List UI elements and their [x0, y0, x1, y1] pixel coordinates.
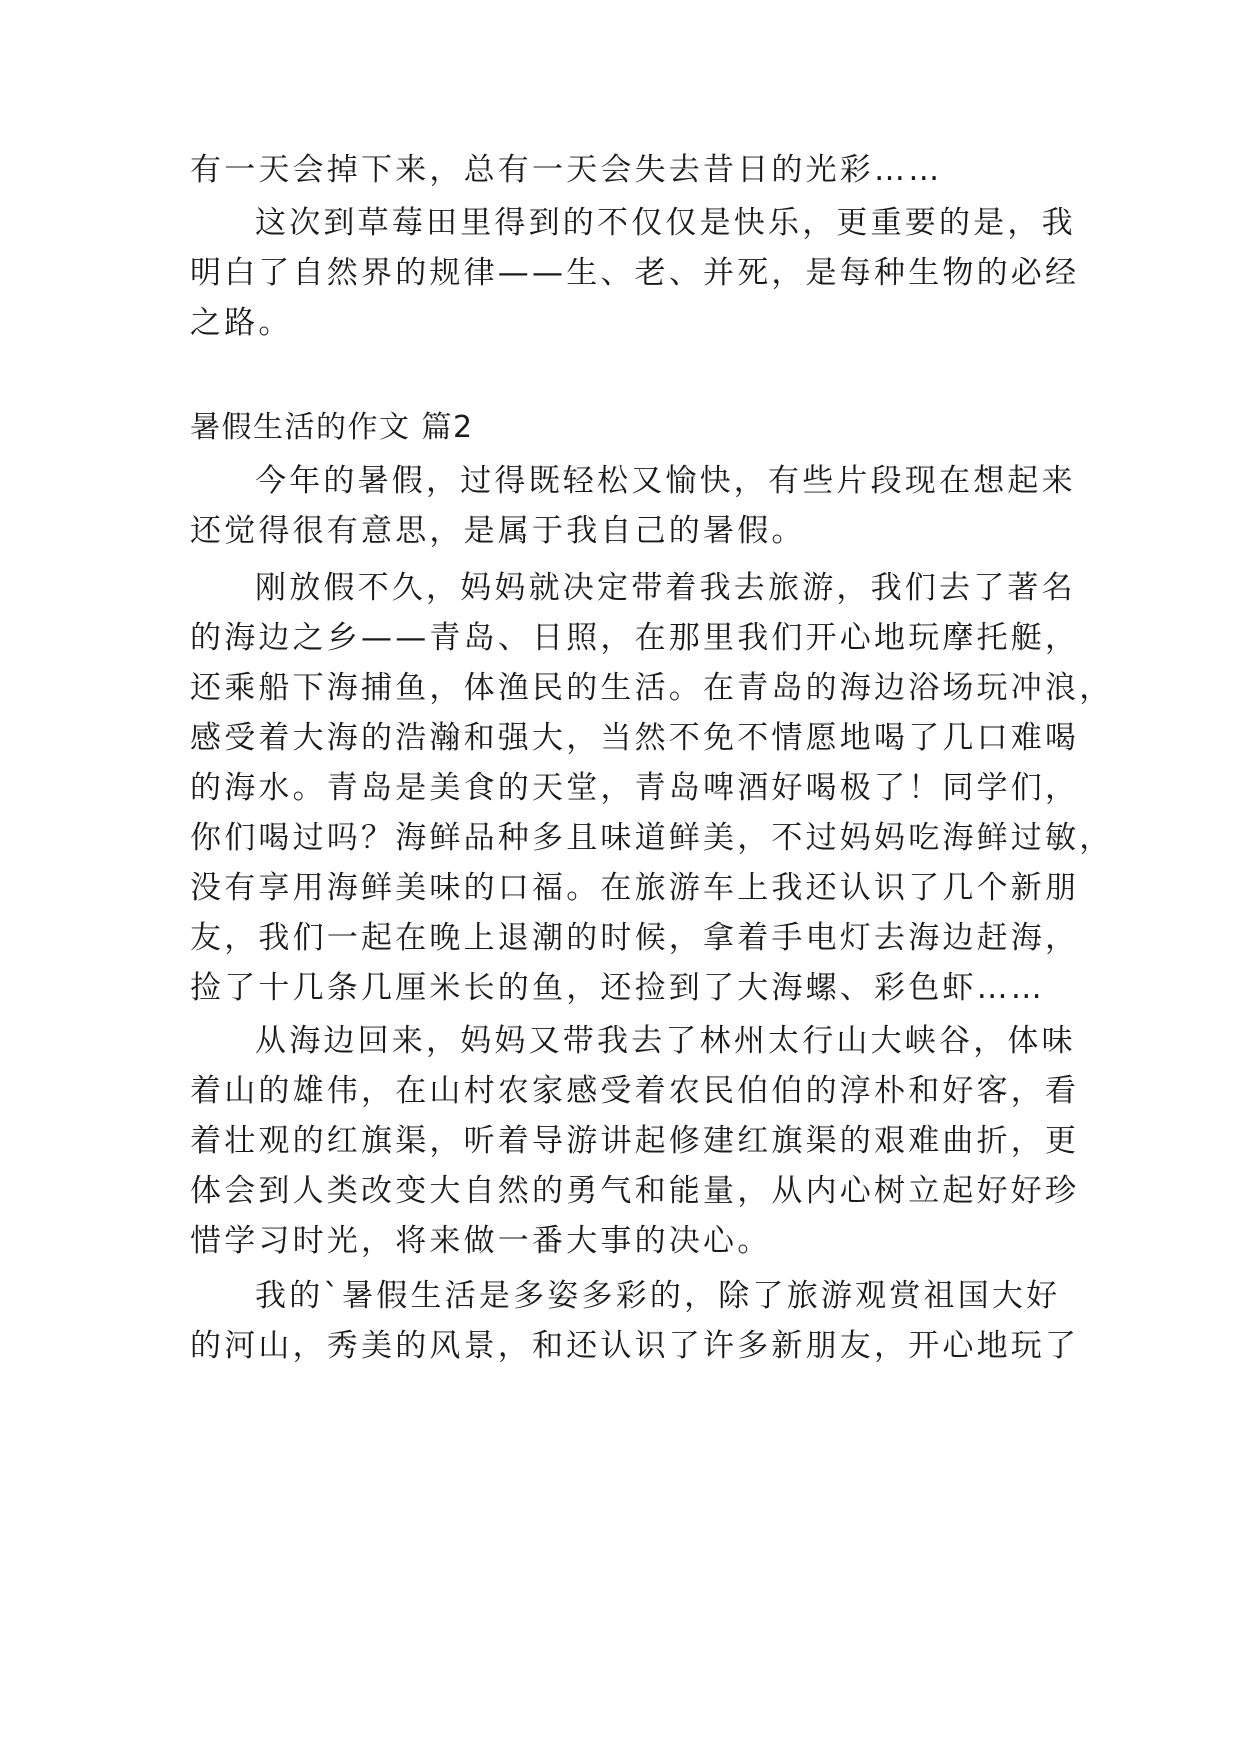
text-line: 有一天会掉下来，总有一天会失去昔日的光彩……	[190, 152, 943, 188]
text-line: 捡了十几条几厘米长的鱼，还捡到了大海螺、彩色虾……	[190, 970, 1045, 1006]
text-line: 的海边之乡——青岛、日照，在那里我们开心地玩摩托艇，	[190, 620, 1080, 656]
text-line: 没有享用海鲜美味的口福。在旅游车上我还认识了几个新朋	[190, 870, 1080, 906]
text-line: 友，我们一起在晚上退潮的时候，拿着手电灯去海边赶海，	[190, 920, 1080, 956]
text-line: 我的`暑假生活是多姿多彩的，除了旅游观赏祖国大好	[255, 1278, 1061, 1314]
text-line: 今年的暑假，过得既轻松又愉快，有些片段现在想起来	[255, 463, 1076, 499]
text-line: 的海水。青岛是美食的天堂，青岛啤酒好喝极了！同学们，	[190, 770, 1080, 806]
text-line: 明白了自然界的规律——生、老、并死，是每种生物的必经	[190, 255, 1080, 291]
section-heading: 暑假生活的作文 篇2	[190, 410, 474, 445]
text-line: 刚放假不久，妈妈就决定带着我去旅游，我们去了著名	[255, 570, 1076, 606]
text-line: 体会到人类改变大自然的勇气和能量，从内心树立起好好珍	[190, 1173, 1080, 1209]
text-line: 从海边回来，妈妈又带我去了林州太行山大峡谷，体味	[255, 1023, 1076, 1059]
text-line: 的河山，秀美的风景，和还认识了许多新朋友，开心地玩了	[190, 1328, 1080, 1364]
text-line: 惜学习时光，将来做一番大事的决心。	[190, 1223, 772, 1259]
text-line: 你们喝过吗？海鲜品种多且味道鲜美，不过妈妈吃海鲜过敏，	[190, 820, 1114, 856]
text-line: 还觉得很有意思，是属于我自己的暑假。	[190, 513, 806, 549]
text-line: 感受着大海的浩瀚和强大，当然不免不情愿地喝了几口难喝	[190, 720, 1080, 756]
text-line: 之路。	[190, 305, 293, 341]
text-line: 这次到草莓田里得到的不仅仅是快乐，更重要的是，我	[255, 205, 1076, 241]
text-line: 着山的雄伟，在山村农家感受着农民伯伯的淳朴和好客，看	[190, 1073, 1080, 1109]
text-line: 还乘船下海捕鱼，体渔民的生活。在青岛的海边浴场玩冲浪，	[190, 670, 1114, 706]
text-line: 着壮观的红旗渠，听着导游讲起修建红旗渠的艰难曲折，更	[190, 1123, 1080, 1159]
